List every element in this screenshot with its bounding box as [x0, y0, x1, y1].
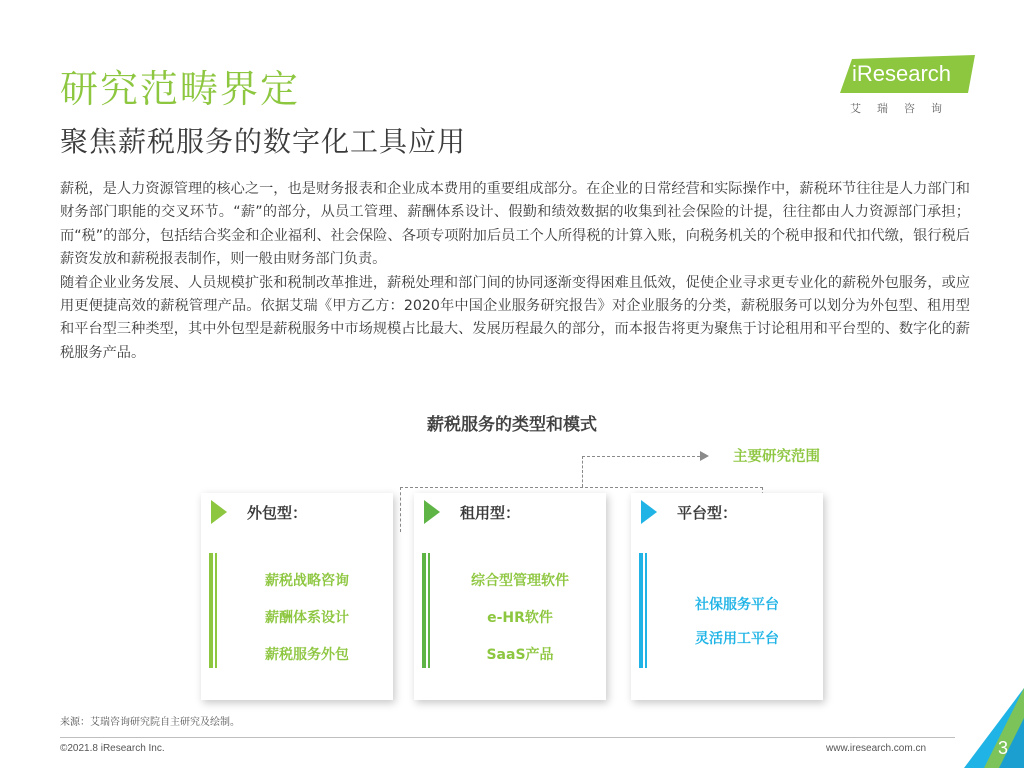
triangle-icon — [641, 500, 657, 524]
list-item: SaaS产品 — [486, 647, 554, 663]
source-note: 来源：艾瑞咨询研究院自主研究及绘制。 — [60, 717, 240, 728]
logo-cn-text: 艾瑞咨询 — [850, 102, 958, 115]
page-subtitle: 聚焦薪税服务的数字化工具应用 — [60, 125, 467, 158]
website-text: www.iresearch.com.cn — [826, 743, 927, 754]
outsourcing-stripe-icon — [209, 553, 219, 668]
list-item: 灵活用工平台 — [695, 631, 779, 647]
rental-type-box — [414, 493, 606, 700]
corner-decoration — [944, 688, 1024, 768]
outsourcing-type-box — [201, 493, 393, 700]
scope-connector-vertical — [582, 456, 583, 487]
list-item: 社保服务平台 — [695, 597, 779, 613]
footer-divider — [60, 737, 955, 738]
outsourcing-type-label: 外包型： — [247, 503, 308, 522]
logo-text: iResearch — [852, 61, 952, 86]
page-title: 研究范畴界定 — [60, 67, 301, 111]
rental-stripe-icon — [422, 553, 432, 668]
list-item: 薪酬体系设计 — [265, 610, 349, 626]
iresearch-logo — [840, 55, 980, 115]
body-text — [60, 178, 970, 365]
platform-type-box — [631, 493, 823, 700]
research-scope-label: 主要研究范围 — [733, 449, 820, 465]
triangle-icon — [424, 500, 440, 524]
triangle-icon — [211, 500, 227, 524]
scope-arrow-icon — [700, 451, 709, 461]
page-number: 3 — [998, 738, 1009, 758]
copyright-text: ©2021.8 iResearch Inc. — [60, 743, 165, 754]
scope-connector-horizontal — [582, 456, 700, 457]
list-item: 薪税战略咨询 — [265, 573, 349, 589]
diagram-title: 薪税服务的类型和模式 — [427, 415, 597, 435]
list-item: e-HR软件 — [487, 610, 553, 626]
body-paragraph-2: 随着企业业务发展、人员规模扩张和税制改革推进，薪税处理和部门间的协同逐渐变得困难且低效，促使企业寻求更专业化的薪税外包服务，或应用更便捷高效的薪税管理产品。依据艾瑞《甲方乙方：2020年中国企业服务研究报告》对企业服务的分类，薪税服务可以划分为外包型、租用型和平台型三种类型，其中外包型是薪税服务中市场规模占比最大、发展历程最久的部分，而本报告将更为聚焦于讨论租用和平台型的、数字化的薪税服务产品。 — [60, 274, 970, 361]
list-item: 综合型管理软件 — [471, 573, 569, 589]
rental-type-label: 租用型： — [460, 503, 521, 522]
platform-stripe-icon — [639, 553, 649, 668]
body-paragraph-1: 薪税，是人力资源管理的核心之一，也是财务报表和企业成本费用的重要组成部分。在企业的日常经营和实际操作中，薪税环节往往是人力部门和财务部门职能的交叉环节。“薪”的部分，从员工管理、薪酬体系设计、假勤和绩效数据的收集到社会保险的计提，往往都由人力资源部门承担；而“税”的部分，包括结合奖金和企业福利、社会保险、各项专项附加后员工个人所得税的计算入账，向税务机关的个税申报和代扣代缴，银行税后薪资发放和薪税报表制作，则一般由财务部门负责。 — [60, 181, 970, 268]
list-item: 薪税服务外包 — [265, 647, 349, 663]
platform-type-label: 平台型： — [677, 503, 738, 522]
